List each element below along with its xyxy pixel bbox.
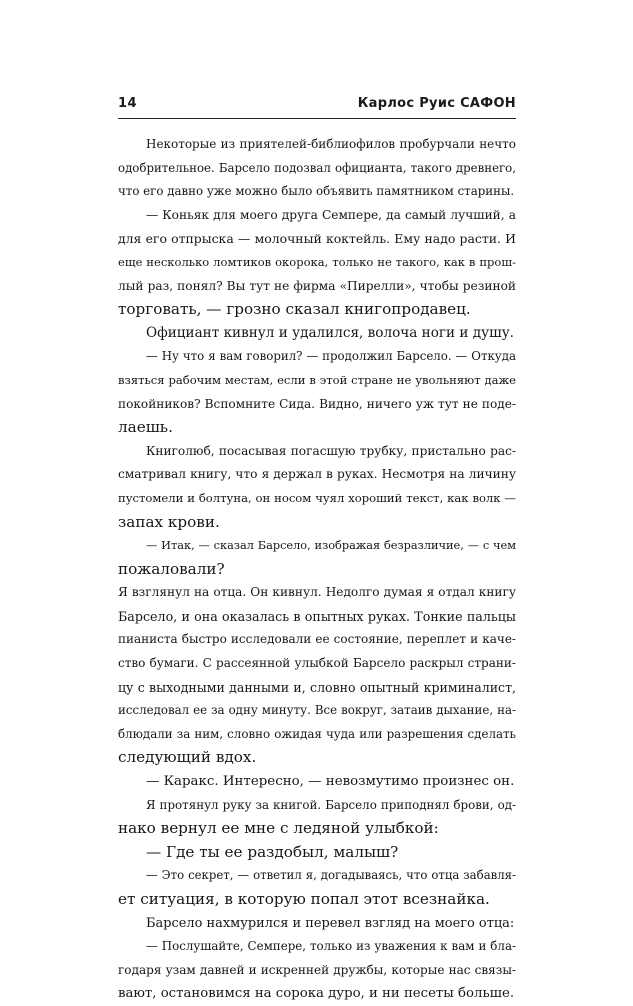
text-line: Барсело нахмурился и перевел взгляд на моего отца: — [146, 915, 515, 931]
text-line: одобрительное. Барсело подозвал официанта, такого древнего, — [118, 160, 516, 175]
text-line: еще несколько ломтиков окорока, только не такого, как в прош- — [118, 254, 516, 269]
header-rule — [118, 118, 516, 119]
text-line: — Каракс. Интересно, — невозмутимо произнес он. — [146, 774, 515, 790]
text-line: Официант кивнул и удалился, волоча ноги и душу. — [146, 324, 514, 341]
text-line: Некоторые из приятелей-библиофилов пробурчали нечто — [146, 137, 516, 151]
text-line: лый раз, понял? Вы тут не фирма «Пирелли», чтобы резиной — [118, 278, 516, 293]
author-name: Карлос Руис САФОН — [357, 96, 516, 111]
text-line: — Это секрет, — ответил я, догадываясь, что отца забавля- — [146, 868, 516, 883]
text-line: торговать, — грозно сказал книгопродавец. — [118, 300, 471, 319]
text-line: цу с выходными данными и, словно опытный криминалист, — [118, 679, 516, 695]
text-line: — Послушайте, Семпере, только из уважения к вам и бла- — [146, 939, 516, 954]
text-line: сматривал книгу, что я держал в руках. Несмотря на личину — [118, 467, 516, 482]
text-line: — Где ты ее раздобыл, малыш? — [146, 842, 399, 861]
body-text — [118, 133, 516, 1006]
text-line: пустомели и болтуна, он носом чуял хороший текст, как волк — — [118, 490, 516, 505]
text-line: пианиста быстро исследовали ее состояние, переплет и каче- — [118, 632, 516, 647]
text-line: запах крови. — [118, 512, 220, 531]
text-line: покойников? Вспомните Сида. Видно, ничего уж тут не поде- — [118, 396, 516, 411]
text-line: взяться рабочим местам, если в этой стране не увольняют даже — [118, 372, 516, 387]
text-line: Барсело, и она оказалась в опытных руках. Тонкие пальцы — [118, 608, 516, 624]
running-head — [118, 96, 516, 118]
text-line: следующий вдох. — [118, 748, 257, 767]
text-line: — Коньяк для моего друга Семпере, да самый лучший, а — [146, 207, 516, 222]
page-number: 14 — [118, 96, 138, 111]
text-line: — Ну что я вам говорил? — продолжил Барсело. — Откуда — [146, 349, 516, 364]
text-line: пожаловали? — [118, 559, 225, 578]
text-line: лаешь. — [118, 418, 173, 437]
text-line: Я взглянул на отца. Он кивнул. Недолго думая я отдал книгу — [118, 585, 516, 600]
text-line: — Итак, — сказал Барсело, изображая безразличие, — с чем — [146, 538, 516, 553]
text-line: нако вернул ее мне с ледяной улыбкой: — [118, 819, 439, 838]
text-line: ет ситуация, в которую попал этот всезнайка. — [118, 890, 490, 908]
text-line: что его давно уже можно было объявить памятником старины. — [118, 184, 515, 199]
text-line: Я протянул руку за книгой. Барсело приподнял брови, од- — [146, 797, 516, 812]
text-line: вают, остановимся на сорока дуро, и ни песеты больше. — [118, 986, 515, 1002]
text-line: исследовал ее за одну минуту. Все вокруг, затаив дыхание, на- — [118, 703, 516, 718]
text-line: Книголюб, посасывая погасшую трубку, пристально рас- — [146, 443, 516, 458]
text-line: блюдали за ним, словно ожидая чуда или разрешения сделать — [118, 726, 516, 741]
text-line: годаря узам давней и искренней дружбы, которые нас связы- — [118, 962, 516, 977]
text-line: ство бумаги. С рассеянной улыбкой Барсело раскрыл страни- — [118, 656, 516, 671]
text-line: для его отпрыска — молочный коктейль. Ему надо расти. И — [118, 231, 516, 247]
